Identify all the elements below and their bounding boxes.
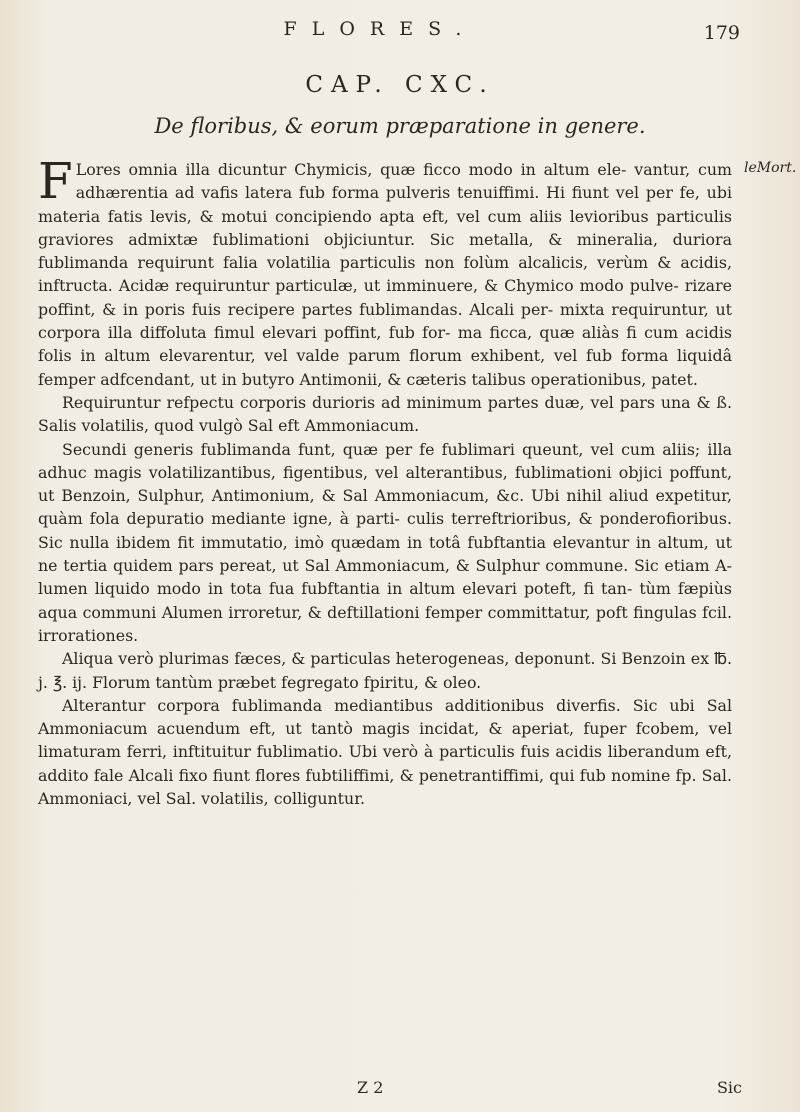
paragraph-5: Alterantur corpora fublimanda mediantibus additionibus diverfis. Sic ubi Sal Ammoniacum acuendum eft, ut tantò magis incidat, & aperiat, fuper fcobem, vel limaturam ferri, inftituitur fublimatio. Ubi verò à particulis fuis acidis liberandum eft, addito fale Alcali fixo fiunt flores fubtiliffimi, & penetrantiffimi, qui fub nomine fp. Sal. Ammoniaci, vel Sal. volatilis, colliguntur. [38, 695, 732, 809]
body-text [38, 152, 732, 810]
running-head: FLORES. [283, 18, 477, 40]
chapter-heading: CAP. CXC. [305, 72, 495, 98]
page-number: 179 [703, 22, 740, 44]
paragraph-1 [38, 152, 732, 391]
paragraph-text: Lores omnia illa dicuntur Chymicis, quæ ficco modo in altum ele- vantur, cum adhærentia ad vafis latera fub forma pulveris tenuiffimi. Hi fiunt vel per fe, ubi materia fatis levis, & motui concipiendo apta eft, vel cum aliis levioribus particulis graviores admixtæ fublimationi objiciuntur. Sic metalla, & mineralia, duriora fublimanda requirunt falia volatilia particulis non folùm alcalicis, verùm & acidis, inftructa. Acidæ requiruntur particulæ, ut imminuere, & Chymico modo pulve- rizare poffint, & in poris fuis recipere partes fublimandas. Alcali per- mixta requiruntur, ut corpora illa diffoluta fimul elevari poffint, fub for- ma ficca, quæ aliàs fi cum acidis folis in altum elevarentur, vel valde parum florum exhibent, vel fub forma liquidâ femper adfcendant, ut in butyro Antimonii, & cæteris talibus operationibus, patet. [38, 160, 732, 389]
chapter-subtitle: De floribus, & eorum præparatione in genere. [154, 114, 646, 138]
paragraph-2: Requiruntur refpectu corporis durioris ad minimum partes duæ, vel pars una & ß. Salis volatilis, quod vulgò Sal eft Ammoniacum. [38, 392, 732, 436]
page-footer [0, 1078, 800, 1106]
drop-cap: F [38, 152, 73, 210]
catchword: Sic [716, 1078, 742, 1097]
signature-mark: Z 2 [357, 1078, 384, 1097]
paragraph-3: Secundi generis fublimanda funt, quæ per fe fublimari queunt, vel cum aliis; illa adhuc magis volatilizantibus, figentibus, vel alterantibus, fublimationi objici poffunt, ut Benzoin, Sulphur, Antimonium, & Sal Ammoniacum, &c. Ubi nihil aliud expetitur, quàm fola depuratio mediante igne, à parti- culis terreftrioribus, & ponderofioribus. Sic nulla ibidem fit immutatio, imò quædam in totâ fubftantia elevantur in altum, ut ne tertia quidem pars pereat, ut Sal Ammoniacum, & Sulphur commune. Sic etiam A- lumen liquido modo in tota fua fubftantia in altum elevari poteft, fi tan- tùm fæpiùs aqua communi Alumen irroretur, & deftillationi femper committatur, poft fingulas fcil. irrorationes. [38, 439, 732, 645]
page-header [0, 8, 800, 48]
margin-note: leMort. [744, 160, 797, 176]
paragraph-4: Aliqua verò plurimas fæces, & particulas heterogeneas, deponunt. Si Benzoin ex ℔. j. ℥. ij. Florum tantùm præbet fegregato fpiritu, & oleo. [38, 649, 732, 692]
